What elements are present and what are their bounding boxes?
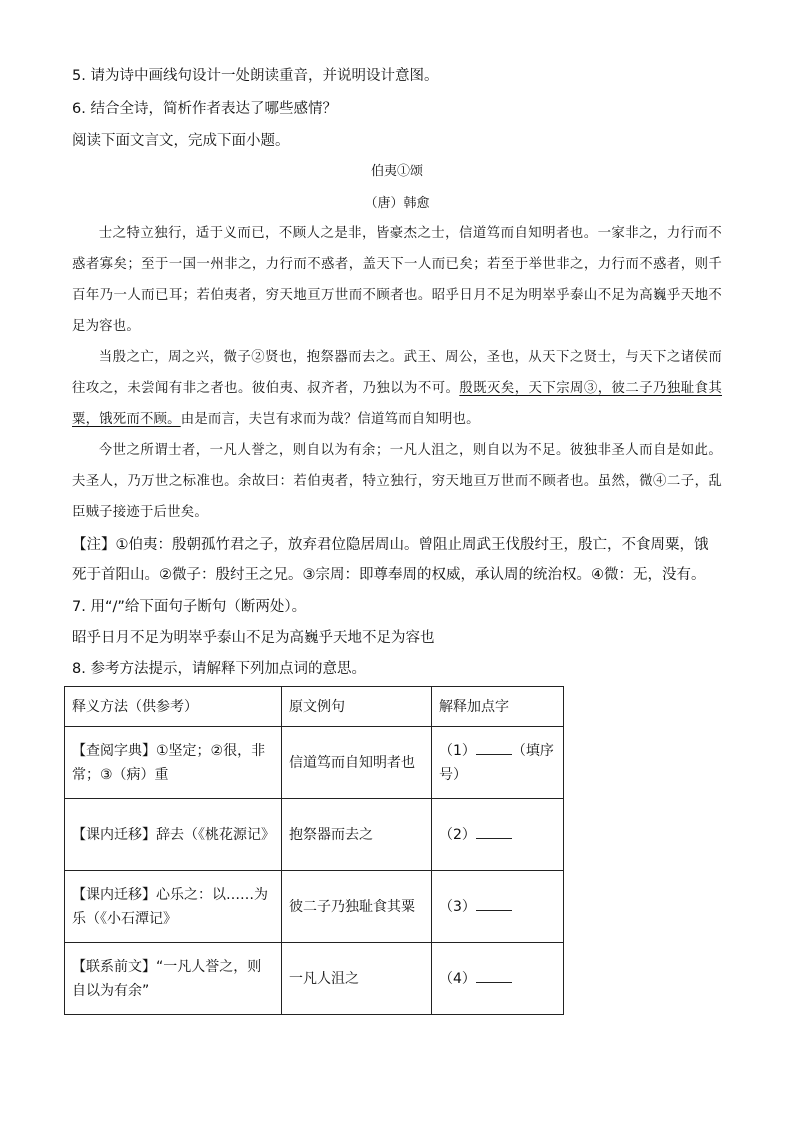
method-cell: 【课内迁移】辞去（《桃花源记》 xyxy=(65,799,282,871)
question-6: 6. 结合全诗，简析作者表达了哪些感情？ xyxy=(72,101,337,117)
passage-author: （唐）韩愈 xyxy=(364,196,430,211)
answer-blank[interactable] xyxy=(476,968,512,983)
question-7-sentence: 昭乎日月不足为明崒乎泰山不足为高巍乎天地不足为容也 xyxy=(72,630,435,646)
example-cell: 彼二子乃独耻食其粟 xyxy=(282,871,432,943)
question-5: 5. 请为诗中画线句设计一处朗读重音，并说明设计意图。 xyxy=(72,68,439,84)
paragraph-2-start: 当殷之亡，周之兴，微子②贤也，抱祭器而去之。武王、周公，圣也，从天下之贤士，与天下之诸侯而往攻之，未尝闻有非之者也。彼伯夷、叔齐者，乃独以为不可。 xyxy=(72,350,722,396)
underlined-sentence: 殷既灭矣，天下宗周③，彼二子乃独耻食其粟，饿死而不顾。 xyxy=(72,381,722,427)
answer-blank[interactable] xyxy=(476,896,512,911)
table-row xyxy=(65,727,564,799)
passage-body xyxy=(72,218,722,528)
passage-title: 伯夷①颂 xyxy=(370,164,423,179)
table-header-row xyxy=(65,687,564,727)
example-cell: 一凡人沮之 xyxy=(282,943,432,1015)
table-row xyxy=(65,799,564,871)
answer-label: （3） xyxy=(439,898,476,915)
answer-blank[interactable] xyxy=(476,824,512,839)
answer-blank[interactable] xyxy=(476,740,512,755)
answer-cell xyxy=(432,943,564,1015)
question-8-prompt: 8. 参考方法提示，请解释下列加点词的意思。 xyxy=(72,661,366,677)
answer-suffix: （填序号） xyxy=(439,742,554,783)
table-row xyxy=(65,871,564,943)
method-cell: 【查阅字典】①坚定；②很，非常；③（病）重 xyxy=(65,727,282,799)
answer-cell xyxy=(432,727,564,799)
header-example: 原文例句 xyxy=(282,687,432,727)
vocab-table xyxy=(64,686,564,1015)
table-row xyxy=(65,943,564,1015)
annotation-note: 【注】①伯夷：殷朝孤竹君之子，放弃君位隐居周山。曾阻止周武王伐殷纣王，殷亡，不食周粟，饿死于首阳山。②微子：殷纣王之兄。③宗周：即尊奉周的权威，承认周的统治权。④微：无，没有。 xyxy=(72,537,709,583)
answer-label: （1） xyxy=(439,742,476,759)
paragraph-2-end: 由是而言，夫岂有求而为哉？信道笃而自知明也。 xyxy=(180,412,480,427)
header-answer: 解释加点字 xyxy=(432,687,564,727)
header-method: 释义方法（供参考） xyxy=(65,687,282,727)
answer-label: （2） xyxy=(439,826,476,843)
passage-paragraph-1: 士之特立独行，适于义而已，不顾人之是非，皆豪杰之士，信道笃而自知明者也。一家非之，力行而不惑者寡矣；至于一国一州非之，力行而不惑者，盖天下一人而已矣；若至于举世非之，力行而不惑者，则千百年乃一人而已耳；若伯夷者，穷天地亘万世而不顾者也。昭乎日月不足为明崒乎泰山不足为高巍乎天地不足为容也。 xyxy=(72,226,722,334)
answer-cell xyxy=(432,871,564,943)
answer-cell xyxy=(432,799,564,871)
passage-paragraph-2 xyxy=(72,342,722,435)
question-7-prompt: 7. 用“/”给下面句子断句（断两处）。 xyxy=(72,599,307,615)
example-cell: 抱祭器而去之 xyxy=(282,799,432,871)
passage-paragraph-3: 今世之所谓士者，一凡人誉之，则自以为有余；一凡人沮之，则自以为不足。彼独非圣人而自是如此。夫圣人，乃万世之标准也。余故曰：若伯夷者，特立独行，穷天地亘万世而不顾者也。虽然，微④二子，乱臣贼子接迹于后世矣。 xyxy=(72,443,722,520)
example-cell: 信道笃而自知明者也 xyxy=(282,727,432,799)
answer-label: （4） xyxy=(439,970,476,987)
method-cell: 【课内迁移】心乐之：以……为乐（《小石潭记》 xyxy=(65,871,282,943)
method-cell: 【联系前文】“一凡人誉之，则自以为有余” xyxy=(65,943,282,1015)
reading-instruction: 阅读下面文言文，完成下面小题。 xyxy=(72,133,290,149)
